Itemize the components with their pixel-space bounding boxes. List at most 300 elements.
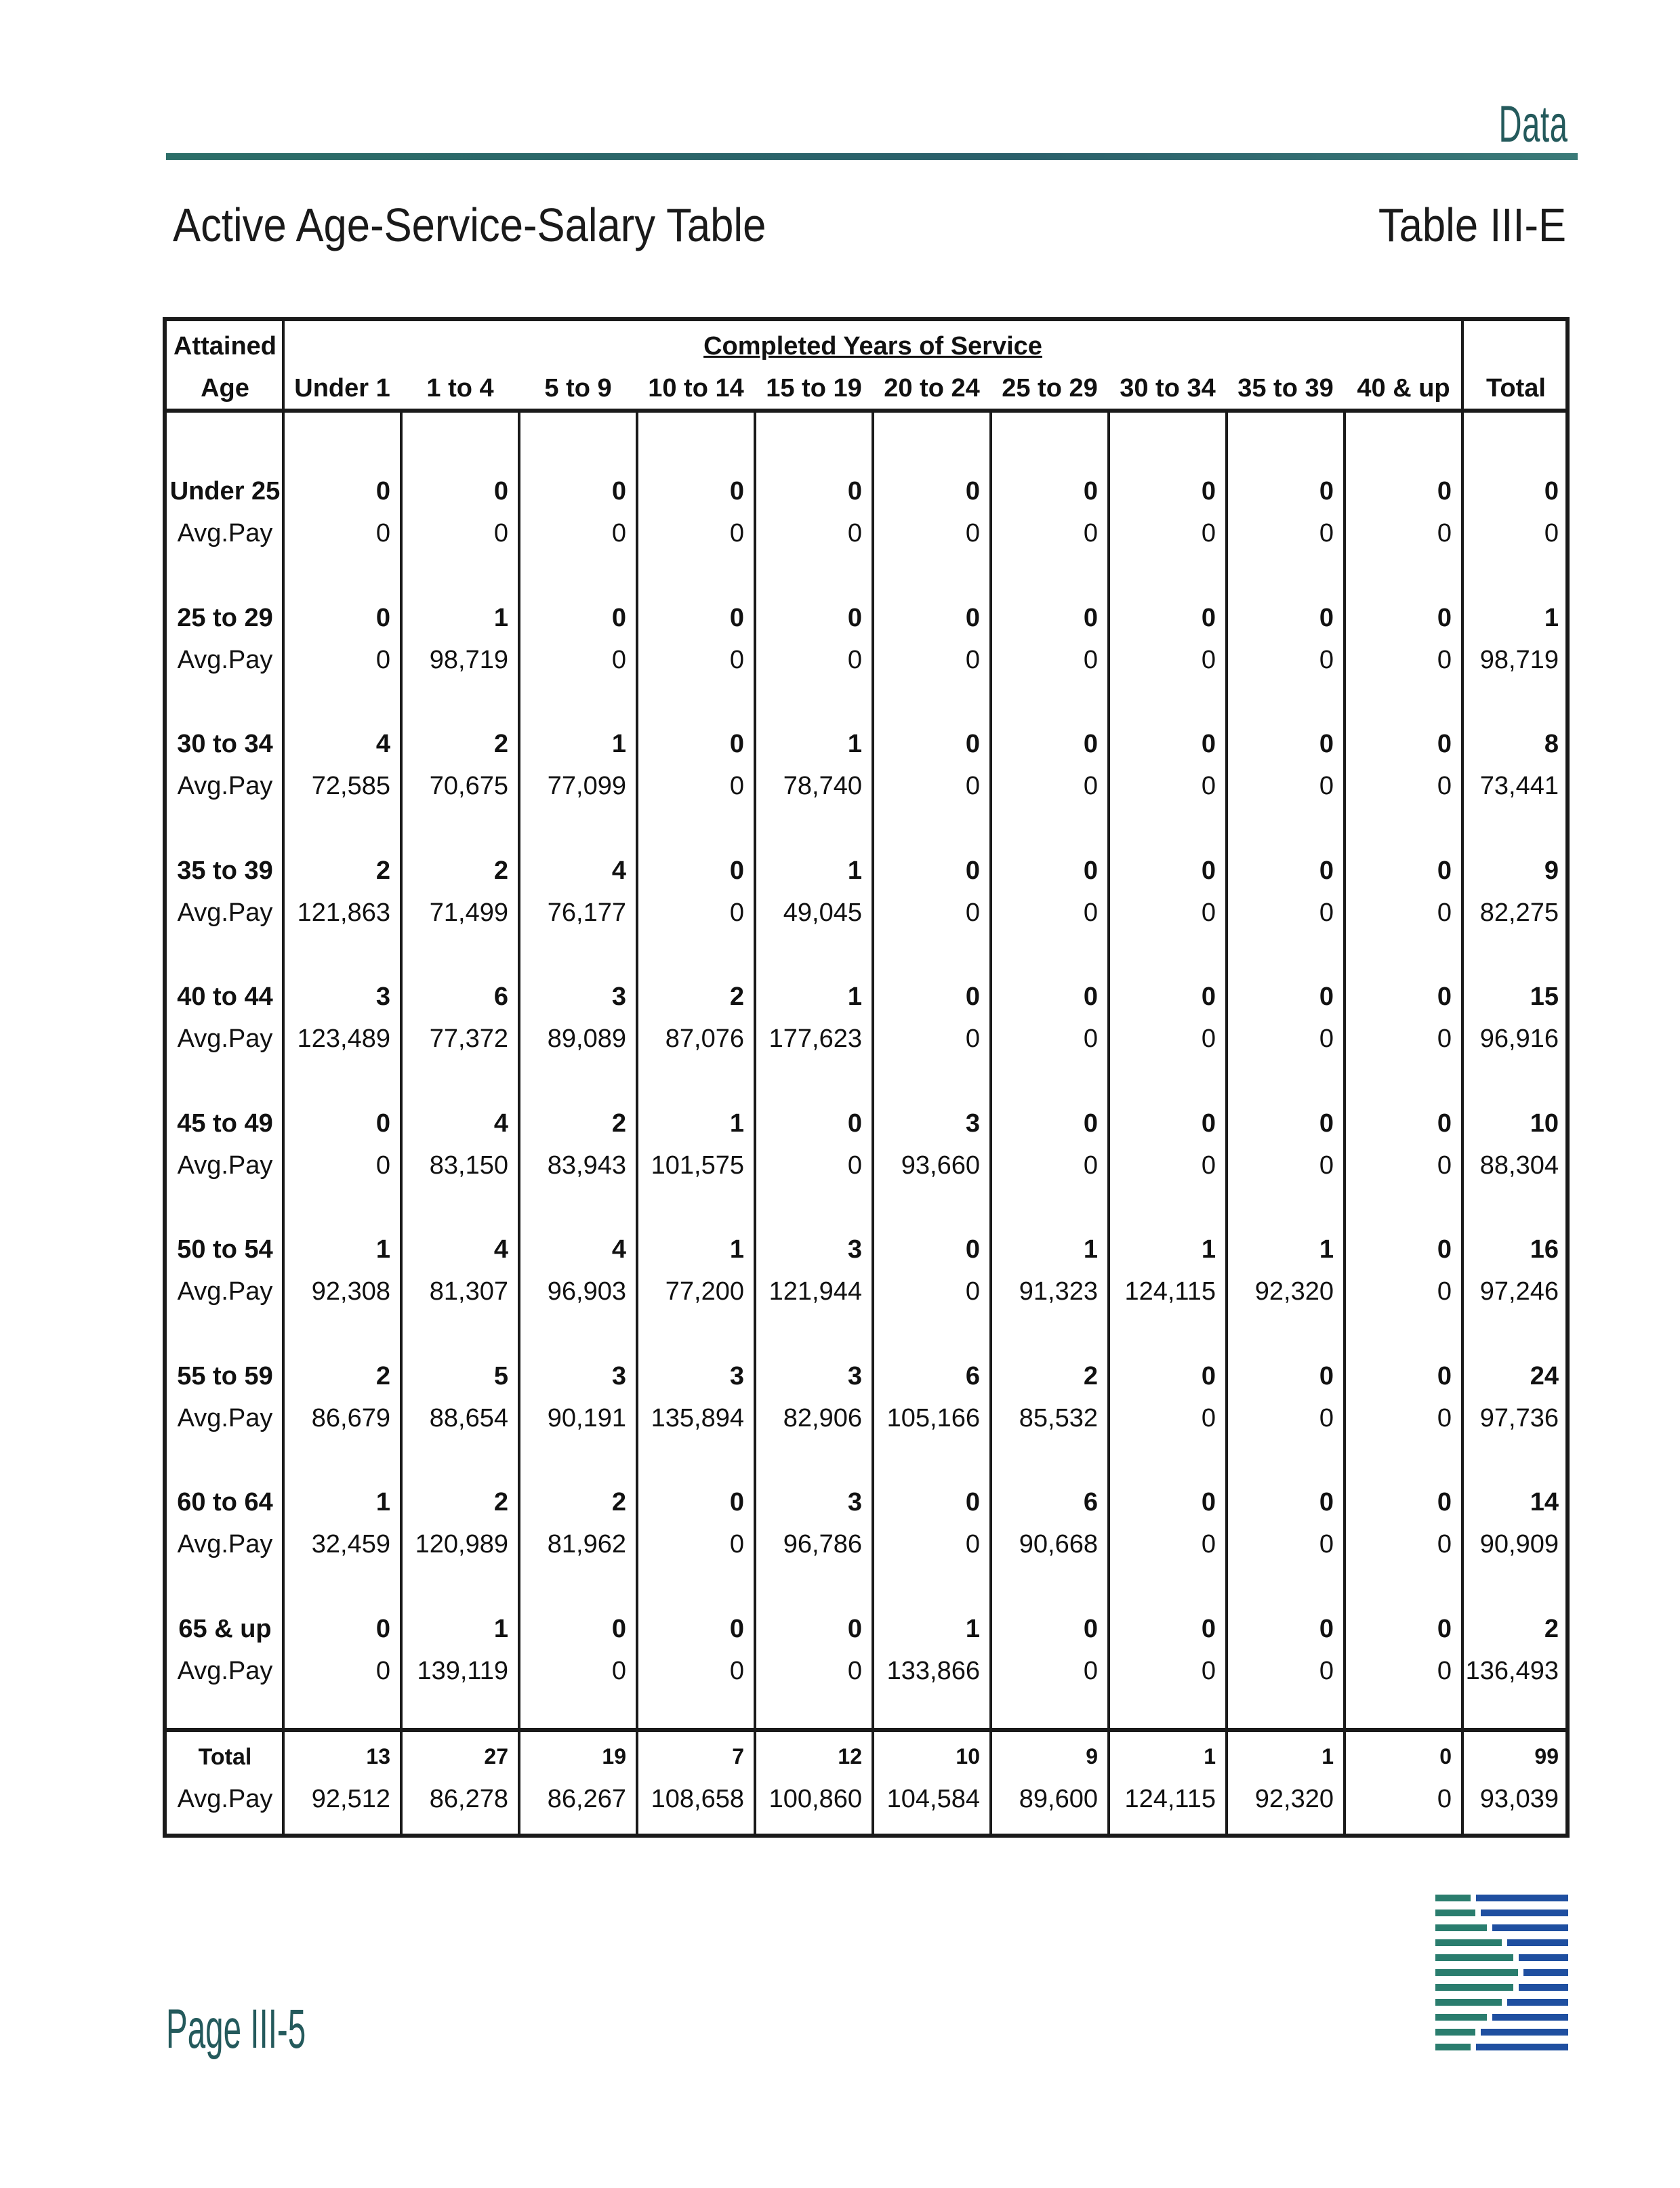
age-group-label: 45 to 49 (177, 1109, 273, 1138)
avg-pay-cell: 177,623 (769, 1025, 862, 1053)
logo-stripe (1481, 2029, 1568, 2036)
total-avg-pay-cell: 104,584 (886, 1785, 980, 1813)
count-cell: 0 (1319, 983, 1334, 1011)
age-group-label: 55 to 59 (177, 1362, 273, 1390)
logo-stripe (1435, 1999, 1502, 2006)
count-cell: 1 (375, 1235, 390, 1264)
count-cell: 0 (1319, 1362, 1334, 1390)
avg-pay-cell: 0 (1437, 1277, 1452, 1306)
avg-pay-cell: 0 (729, 1530, 744, 1559)
avg-pay-cell: 0 (1319, 1025, 1334, 1053)
count-cell: 4 (493, 1109, 508, 1138)
avg-pay-label: Avg.Pay (177, 899, 273, 927)
count-cell: 4 (611, 1235, 626, 1264)
total-count-cell: 0 (1439, 1744, 1452, 1769)
count-cell: 2 (729, 983, 744, 1011)
avg-pay-cell: 73,441 (1479, 772, 1559, 800)
age-group-label: 30 to 34 (177, 730, 273, 758)
avg-pay-cell: 120,989 (415, 1530, 508, 1559)
avg-pay-cell: 133,866 (886, 1657, 980, 1685)
count-cell: 2 (611, 1488, 626, 1516)
count-cell: 1 (1319, 1235, 1334, 1264)
table-id: Table III-E (1378, 199, 1566, 251)
avg-pay-cell: 93,660 (901, 1151, 980, 1180)
avg-pay-cell: 87,076 (665, 1025, 744, 1053)
logo-stripe (1435, 1910, 1475, 1916)
count-cell: 0 (611, 477, 626, 505)
count-cell: 0 (1201, 1488, 1216, 1516)
count-cell: 8 (1544, 730, 1559, 758)
avg-pay-cell: 0 (1083, 1657, 1098, 1685)
total-avg-pay-cell: 124,115 (1124, 1785, 1216, 1813)
total-count-cell: 27 (484, 1744, 508, 1769)
count-cell: 3 (611, 1362, 626, 1390)
avg-pay-cell: 101,575 (651, 1151, 744, 1180)
count-cell: 6 (1083, 1488, 1098, 1516)
avg-pay-cell: 0 (729, 1657, 744, 1685)
count-cell: 0 (1319, 1615, 1334, 1643)
avg-pay-cell: 0 (965, 1025, 980, 1053)
header-rule (166, 153, 1578, 160)
row-header-label: Age (201, 374, 249, 402)
count-cell: 2 (493, 1488, 508, 1516)
count-cell: 1 (847, 983, 862, 1011)
avg-pay-cell: 96,916 (1479, 1025, 1559, 1053)
total-avg-pay-cell: 93,039 (1479, 1785, 1559, 1813)
total-divider (167, 1728, 1565, 1732)
avg-pay-cell: 0 (1437, 1530, 1452, 1559)
avg-pay-cell: 121,944 (769, 1277, 862, 1306)
avg-pay-cell: 83,150 (429, 1151, 508, 1180)
count-cell: 0 (1201, 856, 1216, 885)
page-title: Active Age-Service-Salary Table (173, 199, 766, 251)
count-cell: 0 (847, 477, 862, 505)
count-cell: 0 (1083, 730, 1098, 758)
avg-pay-cell: 0 (375, 646, 390, 674)
header-divider (167, 409, 283, 413)
column-header: 30 to 34 (1120, 374, 1216, 402)
column-header: 15 to 19 (766, 374, 862, 402)
avg-pay-cell: 0 (1437, 519, 1452, 548)
avg-pay-label: Avg.Pay (177, 1025, 273, 1053)
avg-pay-cell: 139,119 (417, 1657, 508, 1685)
row-header-label: Attained (173, 332, 276, 360)
avg-pay-cell: 0 (1437, 1025, 1452, 1053)
avg-pay-cell: 90,191 (547, 1404, 626, 1432)
count-cell: 0 (1437, 983, 1452, 1011)
avg-pay-cell: 0 (611, 519, 626, 548)
column-header: Total (1486, 374, 1546, 402)
avg-pay-cell: 0 (1319, 1530, 1334, 1559)
logo-stripe (1523, 1969, 1568, 1976)
avg-pay-cell: 88,304 (1479, 1151, 1559, 1180)
avg-pay-cell: 0 (1319, 899, 1334, 927)
avg-pay-cell: 0 (729, 646, 744, 674)
count-cell: 0 (1083, 983, 1098, 1011)
count-cell: 9 (1544, 856, 1559, 885)
count-cell: 0 (965, 1488, 980, 1516)
avg-pay-cell: 0 (611, 1657, 626, 1685)
count-cell: 14 (1530, 1488, 1559, 1516)
avg-pay-cell: 90,668 (1019, 1530, 1098, 1559)
avg-pay-cell: 91,323 (1019, 1277, 1098, 1306)
count-cell: 0 (1201, 1109, 1216, 1138)
count-cell: 0 (1437, 1235, 1452, 1264)
count-cell: 2 (493, 730, 508, 758)
avg-pay-cell: 96,786 (783, 1530, 862, 1559)
count-cell: 0 (729, 856, 744, 885)
logo-stripe (1476, 2044, 1568, 2050)
avg-pay-cell: 81,307 (429, 1277, 508, 1306)
total-avg-pay-cell: 92,512 (311, 1785, 390, 1813)
count-cell: 0 (1201, 1362, 1216, 1390)
column-header: 1 to 4 (426, 374, 494, 402)
count-cell: 4 (375, 730, 390, 758)
column-header: 40 & up (1357, 374, 1450, 402)
count-cell: 0 (729, 604, 744, 632)
count-cell: 1 (847, 730, 862, 758)
avg-pay-cell: 82,275 (1479, 899, 1559, 927)
logo-stripe (1435, 2029, 1475, 2036)
avg-pay-cell: 0 (1437, 1151, 1452, 1180)
avg-pay-cell: 0 (965, 899, 980, 927)
total-avg-pay-cell: 86,267 (547, 1785, 626, 1813)
logo-stripe (1435, 2044, 1471, 2050)
column-header: 5 to 9 (544, 374, 612, 402)
avg-pay-cell: 0 (1437, 1404, 1452, 1432)
count-cell: 1 (493, 604, 508, 632)
age-group-label: 65 & up (178, 1615, 272, 1643)
avg-pay-cell: 82,906 (783, 1404, 862, 1432)
count-cell: 1 (375, 1488, 390, 1516)
count-cell: 0 (1083, 1109, 1098, 1138)
count-cell: 0 (847, 604, 862, 632)
count-cell: 0 (611, 604, 626, 632)
avg-pay-cell: 0 (1201, 772, 1216, 800)
column-header: Under 1 (294, 374, 390, 402)
avg-pay-cell: 98,719 (1479, 646, 1559, 674)
count-cell: 1 (1544, 604, 1559, 632)
avg-pay-label: Avg.Pay (177, 646, 273, 674)
logo-stripe (1507, 1939, 1568, 1946)
page-number: Page III-5 (166, 1998, 306, 2060)
avg-pay-cell: 0 (1083, 899, 1098, 927)
count-cell: 0 (1437, 856, 1452, 885)
avg-pay-cell: 88,654 (429, 1404, 508, 1432)
total-avg-pay-cell: 92,320 (1254, 1785, 1334, 1813)
avg-pay-cell: 89,089 (547, 1025, 626, 1053)
total-avg-pay-cell: 108,658 (651, 1785, 744, 1813)
count-cell: 0 (1319, 730, 1334, 758)
avg-pay-cell: 0 (965, 1530, 980, 1559)
avg-pay-cell: 135,894 (651, 1404, 744, 1432)
count-cell: 24 (1530, 1362, 1559, 1390)
avg-pay-cell: 97,736 (1479, 1404, 1559, 1432)
avg-pay-cell: 0 (847, 646, 862, 674)
total-count-cell: 7 (732, 1744, 744, 1769)
count-cell: 4 (493, 1235, 508, 1264)
total-avg-pay-cell: 100,860 (769, 1785, 862, 1813)
avg-pay-label: Avg.Pay (177, 1530, 273, 1559)
avg-pay-cell: 0 (965, 646, 980, 674)
avg-pay-cell: 85,532 (1019, 1404, 1098, 1432)
avg-pay-cell: 49,045 (783, 899, 862, 927)
age-group-label: 25 to 29 (177, 604, 273, 632)
count-cell: 1 (965, 1615, 980, 1643)
avg-pay-cell: 0 (1083, 646, 1098, 674)
avg-pay-cell: 92,320 (1254, 1277, 1334, 1306)
count-cell: 3 (847, 1235, 862, 1264)
count-cell: 2 (611, 1109, 626, 1138)
avg-pay-cell: 0 (1083, 772, 1098, 800)
total-avg-pay-cell: 0 (1437, 1785, 1452, 1813)
avg-pay-cell: 0 (1201, 1530, 1216, 1559)
logo-stripe (1476, 1895, 1568, 1901)
avg-pay-cell: 0 (1201, 519, 1216, 548)
count-cell: 0 (1319, 1488, 1334, 1516)
avg-pay-cell: 0 (729, 519, 744, 548)
column-divider (282, 321, 285, 1838)
count-cell: 16 (1530, 1235, 1559, 1264)
avg-pay-cell: 72,585 (311, 772, 390, 800)
avg-pay-cell: 0 (1201, 1151, 1216, 1180)
count-cell: 0 (1201, 604, 1216, 632)
avg-pay-cell: 0 (847, 1151, 862, 1180)
avg-pay-cell: 0 (1437, 646, 1452, 674)
avg-pay-cell: 83,943 (547, 1151, 626, 1180)
logo-stripe (1492, 1924, 1568, 1931)
count-cell: 0 (729, 1488, 744, 1516)
count-cell: 0 (493, 477, 508, 505)
avg-pay-cell: 0 (375, 1657, 390, 1685)
count-cell: 0 (375, 1615, 390, 1643)
count-cell: 1 (611, 730, 626, 758)
count-cell: 0 (1544, 477, 1559, 505)
count-cell: 0 (1319, 1109, 1334, 1138)
avg-pay-label: Avg.Pay (177, 519, 273, 548)
count-cell: 3 (965, 1109, 980, 1138)
count-cell: 0 (1201, 1615, 1216, 1643)
logo-stripe (1519, 1984, 1568, 1991)
avg-pay-cell: 0 (375, 1151, 390, 1180)
count-cell: 2 (1083, 1362, 1098, 1390)
avg-pay-cell: 0 (1437, 899, 1452, 927)
avg-pay-cell: 0 (611, 646, 626, 674)
avg-pay-cell: 0 (375, 519, 390, 548)
count-cell: 0 (611, 1615, 626, 1643)
column-header: 25 to 29 (1002, 374, 1098, 402)
avg-pay-label: Avg.Pay (177, 1657, 273, 1685)
count-cell: 3 (729, 1362, 744, 1390)
logo-stripe (1435, 1984, 1513, 1991)
count-cell: 15 (1530, 983, 1559, 1011)
avg-pay-cell: 0 (729, 899, 744, 927)
avg-pay-cell: 0 (493, 519, 508, 548)
count-cell: 3 (847, 1362, 862, 1390)
age-group-label: 60 to 64 (177, 1488, 273, 1516)
count-cell: 0 (729, 1615, 744, 1643)
count-cell: 1 (729, 1235, 744, 1264)
avg-pay-cell: 0 (1437, 772, 1452, 800)
count-cell: 0 (847, 1615, 862, 1643)
avg-pay-cell: 0 (1319, 1151, 1334, 1180)
count-cell: 0 (729, 730, 744, 758)
avg-pay-cell: 96,903 (547, 1277, 626, 1306)
avg-pay-label: Avg.Pay (177, 772, 273, 800)
count-cell: 0 (1201, 477, 1216, 505)
header-divider (283, 409, 1565, 413)
count-cell: 1 (1083, 1235, 1098, 1264)
count-cell: 0 (1437, 1109, 1452, 1138)
count-cell: 0 (1319, 477, 1334, 505)
count-cell: 0 (1319, 856, 1334, 885)
avg-pay-cell: 98,719 (429, 646, 508, 674)
total-count-cell: 13 (366, 1744, 390, 1769)
avg-pay-cell: 90,909 (1479, 1530, 1559, 1559)
total-count-cell: 19 (602, 1744, 626, 1769)
count-cell: 2 (375, 856, 390, 885)
avg-pay-cell: 0 (1083, 1151, 1098, 1180)
group-header: Completed Years of Service (703, 332, 1042, 360)
count-cell: 0 (1437, 730, 1452, 758)
count-cell: 0 (965, 983, 980, 1011)
count-cell: 0 (1437, 1615, 1452, 1643)
count-cell: 3 (611, 983, 626, 1011)
avg-pay-cell: 0 (1544, 519, 1559, 548)
avg-pay-cell: 77,099 (547, 772, 626, 800)
count-cell: 0 (1437, 1488, 1452, 1516)
avg-pay-cell: 0 (1083, 1025, 1098, 1053)
age-group-label: Under 25 (169, 477, 281, 505)
avg-pay-cell: 77,200 (665, 1277, 744, 1306)
logo-stripe (1435, 1969, 1518, 1976)
avg-pay-cell: 76,177 (547, 899, 626, 927)
section-label: Data (1498, 96, 1568, 153)
count-cell: 10 (1530, 1109, 1559, 1138)
count-cell: 0 (729, 477, 744, 505)
count-cell: 6 (493, 983, 508, 1011)
total-count-cell: 12 (838, 1744, 862, 1769)
count-cell: 1 (493, 1615, 508, 1643)
count-cell: 6 (965, 1362, 980, 1390)
count-cell: 0 (847, 1109, 862, 1138)
avg-pay-cell: 77,372 (429, 1025, 508, 1053)
column-header: 10 to 14 (648, 374, 744, 402)
age-group-label: 40 to 44 (177, 983, 273, 1011)
logo-stripe (1481, 1910, 1568, 1916)
count-cell: 4 (611, 856, 626, 885)
avg-pay-cell: 124,115 (1124, 1277, 1216, 1306)
avg-pay-cell: 0 (1437, 1657, 1452, 1685)
avg-pay-cell: 0 (1319, 646, 1334, 674)
logo-stripe (1435, 2014, 1487, 2021)
count-cell: 1 (1201, 1235, 1216, 1264)
avg-pay-cell: 32,459 (311, 1530, 390, 1559)
logo-stripe (1507, 1999, 1568, 2006)
avg-pay-cell: 0 (1201, 1404, 1216, 1432)
count-cell: 0 (375, 604, 390, 632)
avg-pay-cell: 0 (1201, 646, 1216, 674)
age-service-salary-table (163, 317, 1570, 1838)
avg-pay-cell: 0 (847, 519, 862, 548)
count-cell: 1 (847, 856, 862, 885)
total-count-cell: 99 (1534, 1744, 1559, 1769)
logo-stripe (1435, 1924, 1487, 1931)
count-cell: 0 (1201, 983, 1216, 1011)
count-cell: 0 (965, 477, 980, 505)
count-cell: 0 (1319, 604, 1334, 632)
count-cell: 3 (847, 1488, 862, 1516)
avg-pay-cell: 70,675 (429, 772, 508, 800)
total-count-cell: 10 (956, 1744, 980, 1769)
avg-pay-cell: 0 (729, 772, 744, 800)
total-count-cell: 1 (1322, 1744, 1334, 1769)
column-header: 20 to 24 (884, 374, 980, 402)
avg-pay-cell: 71,499 (429, 899, 508, 927)
avg-pay-cell: 0 (965, 519, 980, 548)
total-label: Total (198, 1744, 252, 1770)
striped-s-logo-icon (1435, 1895, 1568, 2057)
count-cell: 0 (375, 477, 390, 505)
avg-pay-cell: 0 (1319, 772, 1334, 800)
logo-stripe (1492, 2014, 1568, 2021)
logo-stripe (1435, 1954, 1513, 1961)
avg-pay-cell: 78,740 (783, 772, 862, 800)
avg-pay-cell: 136,493 (1465, 1657, 1559, 1685)
avg-pay-cell: 123,489 (297, 1025, 390, 1053)
count-cell: 0 (1437, 477, 1452, 505)
avg-pay-cell: 0 (1319, 1404, 1334, 1432)
avg-pay-cell: 81,962 (547, 1530, 626, 1559)
count-cell: 0 (965, 1235, 980, 1264)
avg-pay-cell: 121,863 (297, 899, 390, 927)
avg-pay-label: Avg.Pay (177, 1785, 273, 1813)
avg-pay-cell: 0 (1319, 519, 1334, 548)
count-cell: 0 (965, 604, 980, 632)
avg-pay-label: Avg.Pay (177, 1277, 273, 1306)
avg-pay-cell: 0 (1201, 1025, 1216, 1053)
column-header: 35 to 39 (1237, 374, 1334, 402)
count-cell: 1 (729, 1109, 744, 1138)
avg-pay-cell: 97,246 (1479, 1277, 1559, 1306)
column-divider (1461, 321, 1464, 1838)
avg-pay-cell: 0 (965, 1277, 980, 1306)
count-cell: 0 (1083, 604, 1098, 632)
count-cell: 0 (1437, 1362, 1452, 1390)
count-cell: 0 (1083, 1615, 1098, 1643)
count-cell: 2 (493, 856, 508, 885)
avg-pay-cell: 0 (847, 1657, 862, 1685)
count-cell: 0 (1083, 477, 1098, 505)
avg-pay-cell: 105,166 (886, 1404, 980, 1432)
avg-pay-cell: 0 (1201, 899, 1216, 927)
avg-pay-cell: 0 (1319, 1657, 1334, 1685)
count-cell: 2 (1544, 1615, 1559, 1643)
logo-stripe (1435, 1895, 1471, 1901)
age-group-label: 50 to 54 (177, 1235, 273, 1264)
count-cell: 0 (965, 730, 980, 758)
count-cell: 0 (965, 856, 980, 885)
avg-pay-cell: 92,308 (311, 1277, 390, 1306)
count-cell: 0 (375, 1109, 390, 1138)
total-count-cell: 1 (1204, 1744, 1216, 1769)
logo-stripe (1519, 1954, 1568, 1961)
total-avg-pay-cell: 89,600 (1019, 1785, 1098, 1813)
avg-pay-cell: 86,679 (311, 1404, 390, 1432)
count-cell: 3 (375, 983, 390, 1011)
age-group-label: 35 to 39 (177, 856, 273, 885)
avg-pay-cell: 0 (1201, 1657, 1216, 1685)
